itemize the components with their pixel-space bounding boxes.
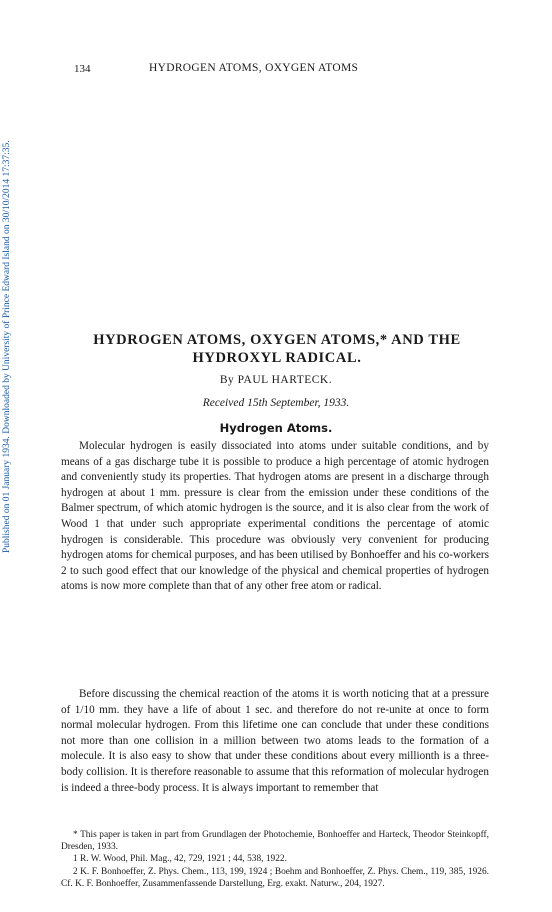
section-heading: Hydrogen Atoms. <box>219 421 333 435</box>
footnote: * This paper is taken in part from Grundlagen der Photochemie, Bonhoeffer and Harteck, Theodor Steinkopff, Dresden, 1933. <box>61 830 489 853</box>
footnote: 1 R. W. Wood, Phil. Mag., 42, 729, 1921 ; 44, 538, 1922. <box>73 854 287 865</box>
running-head: HYDROGEN ATOMS, OXYGEN ATOMS <box>149 62 359 74</box>
body-paragraph-2: Before discussing the chemical reaction of the atoms it is worth noticing that at a pressure of 1/10 mm. they have a life of about 1 sec. and therefore do not re-unite at once to form normal molecular hydrogen. From this lifetime one can conclude that under these conditions not more than one collision in a million between two atoms leads to the formation of a molecule. It is also easy to show that under these conditions about every millionth is a three-body collision. It is therefore reasonable to assume that this reformation of molecular hydrogen is indeed a three-body process. It is always important to remember that <box>61 688 489 794</box>
footnote: 2 K. F. Bonhoeffer, Z. Phys. Chem., 113, 199, 1924 ; Boehm and Bonhoeffer, Z. Phys. Chem., 119, 385, 1926. Cf. K. F. Bonhoeffer, Zusammenfassende Darstellung, Erg. exakt. Naturw., 204, 1927. <box>61 866 489 889</box>
page-number: 134 <box>74 63 91 75</box>
body-paragraph-1: Molecular hydrogen is easily dissociated into atoms under suitable conditions, and by means of a gas discharge tube it is possible to produce a high percentage of atomic hydrogen and conveniently study its properties. That hydrogen atoms are present in a discharge through hydrogen at about 1 mm. pressure is clear from the emission under these conditions of the Balmer spectrum, of which atomic hydrogen is the source, and it is also clear from the work of Wood 1 that under such appropriate experimental conditions the percentage of atomic hydrogen is considerable. This procedure was obviously very convenient for producing hydrogen atoms for chemical purposes, and has been utilised by Bonhoeffer and his co-workers 2 to such good effect that our knowledge of the physical and chemical properties of hydrogen atoms is now more complete than that of any other free atom or radical. <box>61 440 489 593</box>
article-byline: By PAUL HARTECK. <box>219 374 333 386</box>
footnotes <box>61 829 489 890</box>
article-title: HYDROGEN ATOMS, OXYGEN ATOMS,* AND THE HYDROXYL RADICAL. <box>93 332 461 366</box>
received-date: Received 15th September, 1933. <box>202 397 350 409</box>
download-side-note: Published on 01 January 1934. Downloaded by University of Prince Edward Island on 30/10/2014 17:37:35. <box>2 140 12 554</box>
